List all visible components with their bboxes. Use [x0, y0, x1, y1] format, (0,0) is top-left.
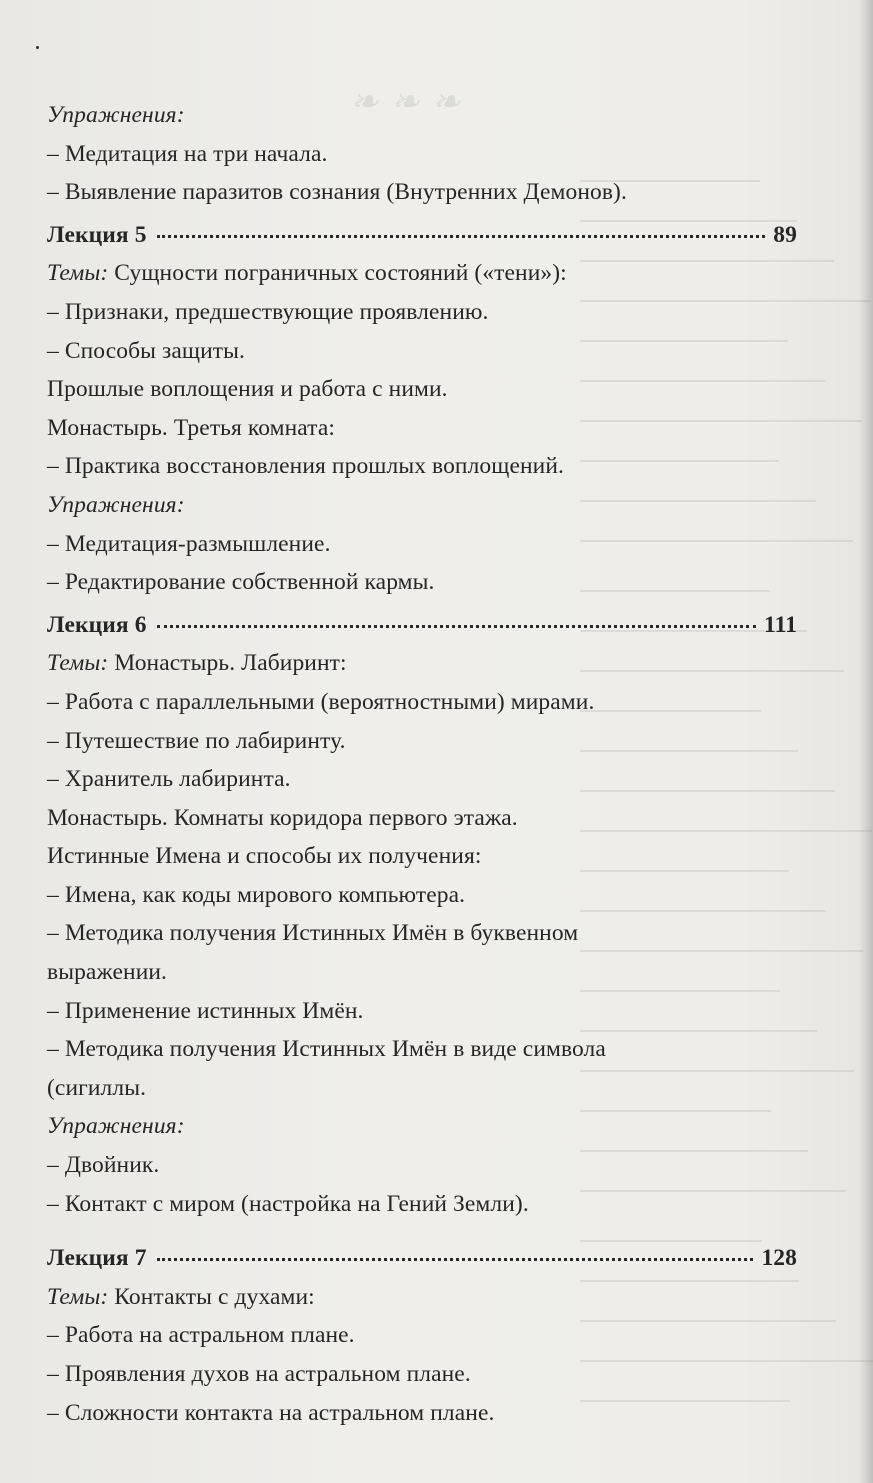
exercises-label: Упражнения: — [47, 102, 185, 128]
ghost-heading-decoration: ❧ ❧ ❧ — [350, 84, 463, 121]
toc-entry: – Контакт с миром (настройка на Гений Земли). — [47, 1190, 529, 1217]
lecture-heading — [47, 606, 797, 645]
spacer — [47, 1223, 807, 1235]
themes-text: Сущности пограничных состояний («тени»): — [108, 260, 567, 287]
toc-entry: Истинные Имена и способы их получения: — [47, 843, 482, 870]
toc-entry: – Методика получения Истинных Имён в буквенном — [47, 920, 579, 947]
toc-entry: – Признаки, предшествующие проявлению. — [47, 298, 489, 325]
toc-entry: – Работа с параллельными (вероятностными) мирами. — [47, 688, 595, 715]
page-edge-shadow — [859, 0, 873, 1483]
toc-entry: Монастырь. Третья комната: — [47, 414, 335, 441]
lecture-title: Лекция 7 — [47, 1245, 147, 1272]
toc-entry: – Имена, как коды мирового компьютера. — [47, 881, 466, 908]
themes-line — [47, 644, 807, 683]
lecture-heading — [47, 1239, 797, 1278]
toc-entry: – Двойник. — [47, 1152, 160, 1179]
themes-line — [47, 254, 807, 293]
speck-mark — [36, 46, 39, 49]
dot-leader — [157, 235, 766, 238]
toc-entry: – Выявление паразитов сознания (Внутренних Демонов). — [47, 179, 627, 206]
themes-label: Темы: — [47, 650, 109, 677]
toc-entry: – Применение истинных Имён. — [47, 997, 364, 1024]
page-number: 128 — [761, 1245, 797, 1272]
toc-entry: – Практика восстановления прошлых воплощений. — [47, 453, 565, 480]
toc-entry: – Медитация-размышление. — [47, 530, 331, 557]
toc-entry: выражении. — [47, 959, 168, 986]
dot-leader — [157, 1258, 754, 1261]
toc-entry: – Хранитель лабиринта. — [47, 766, 291, 793]
lecture-title: Лекция 5 — [47, 221, 147, 248]
themes-line — [47, 1278, 807, 1317]
toc-entry: – Сложности контакта на астральном плане. — [47, 1399, 495, 1426]
toc-entry: Монастырь. Комнаты коридора первого этажа. — [47, 804, 518, 831]
toc-entry: – Медитация на три начала. — [47, 140, 328, 167]
toc-entry: – Методика получения Истинных Имён в виде символа — [47, 1036, 606, 1063]
toc-entry: – Редактирование собственной кармы. — [47, 569, 435, 596]
themes-text: Контакты с духами: — [108, 1283, 315, 1310]
toc-entry: (сигиллы. — [47, 1074, 147, 1101]
exercises-label: Упражнения: — [47, 1113, 185, 1140]
themes-label: Темы: — [47, 260, 109, 287]
page-number: 111 — [764, 611, 797, 638]
lecture-title: Лекция 6 — [47, 611, 147, 638]
toc-entry: – Способы защиты. — [47, 337, 246, 364]
page-number: 89 — [773, 221, 797, 248]
toc-entry: Прошлые воплощения и работа с ними. — [47, 376, 448, 403]
table-of-contents — [47, 96, 807, 1432]
lecture-heading — [47, 216, 797, 255]
themes-label: Темы: — [47, 1283, 109, 1310]
dot-leader — [157, 625, 756, 628]
toc-entry: – Путешествие по лабиринту. — [47, 727, 346, 754]
toc-entry: – Проявления духов на астральном плане. — [47, 1361, 471, 1387]
toc-entry: – Работа на астральном плане. — [47, 1322, 355, 1349]
exercises-label: Упражнения: — [47, 491, 185, 518]
themes-text: Монастырь. Лабиринт: — [108, 650, 347, 677]
